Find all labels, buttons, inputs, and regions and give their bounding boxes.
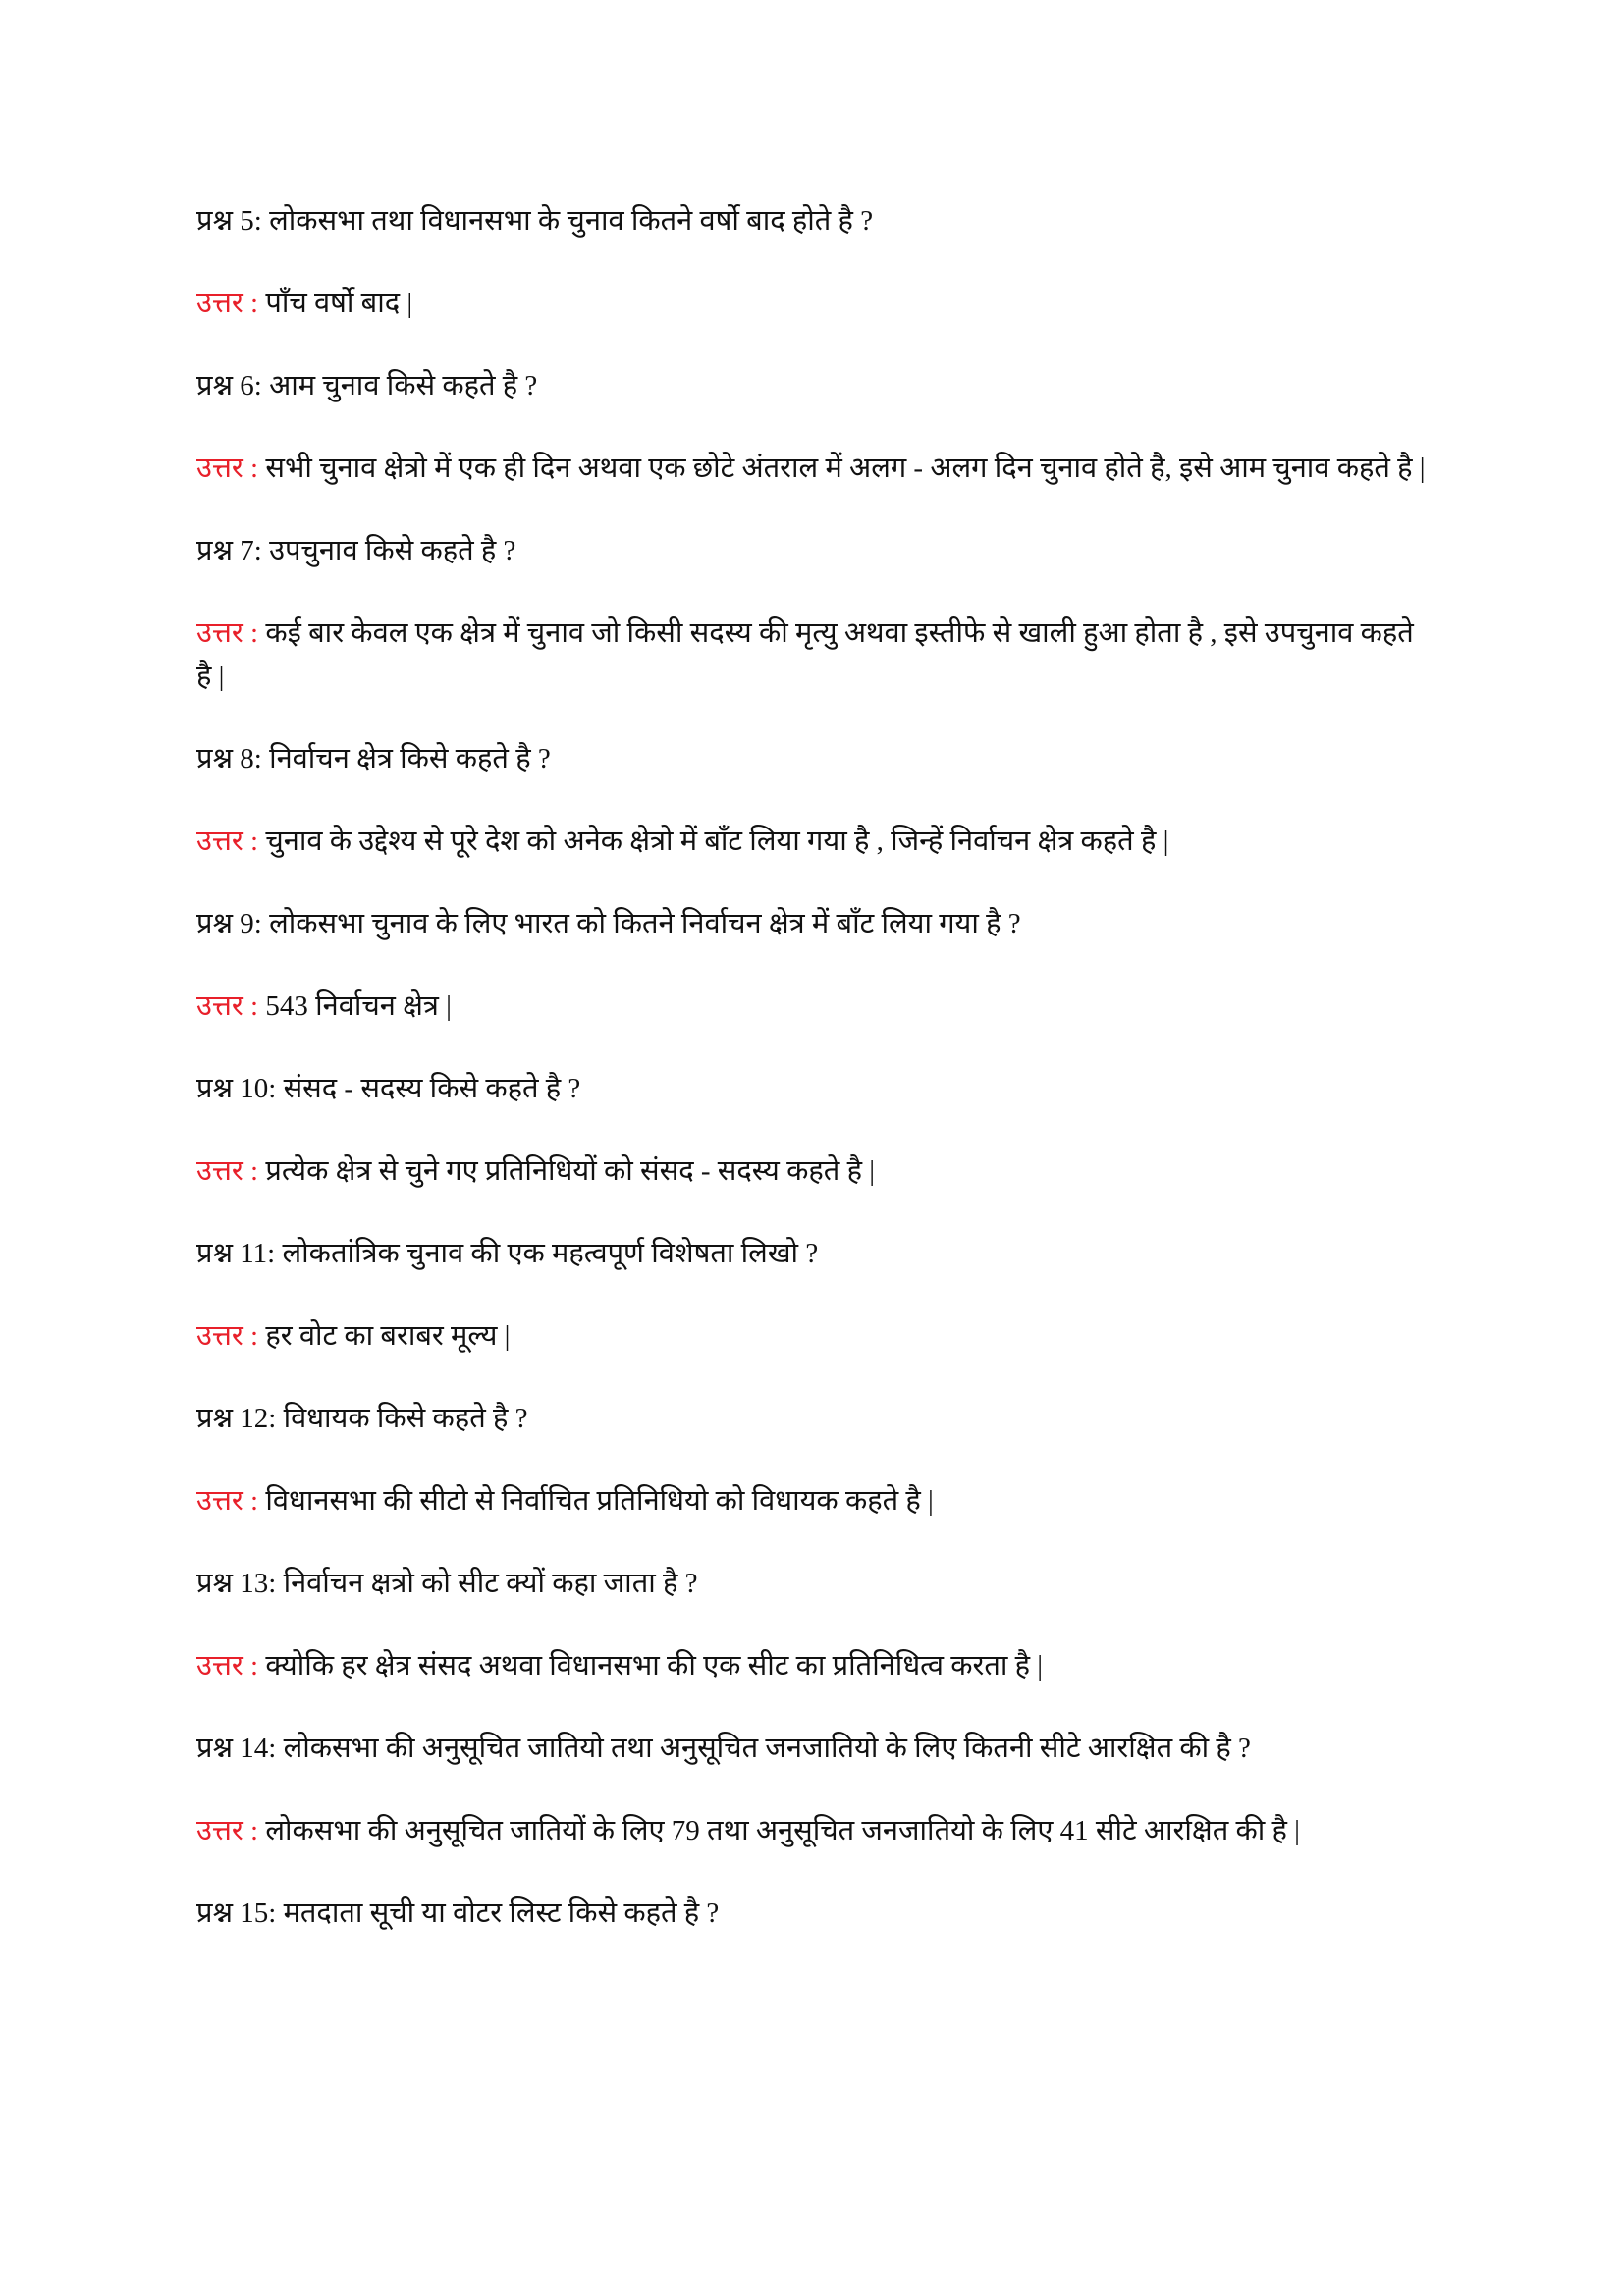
- question-label: प्रश्न 12:: [196, 1403, 277, 1434]
- question-label: प्रश्न 11:: [196, 1238, 276, 1269]
- question-text: लोकसभा की अनुसूचित जातियो तथा अनुसूचित जनजातियो के लिए कितनी सीटे आरक्षित की है ?: [276, 1733, 1251, 1764]
- answer-paragraph: [196, 820, 1435, 863]
- answer-text: लोकसभा की अनुसूचित जातियों के लिए 79 तथा अनुसूचित जनजातियो के लिए 41 सीटे आरक्षित की है |: [258, 1815, 1300, 1846]
- question-label: प्रश्न 10:: [196, 1073, 277, 1104]
- question-text: मतदाता सूची या वोटर लिस्ट किसे कहते है ?: [276, 1897, 720, 1929]
- question-text: लोकसभा चुनाव के लिए भारत को कितने निर्वाचन क्षेत्र में बाँट लिया गया है ?: [261, 908, 1021, 939]
- answer-text: 543 निर्वाचन क्षेत्र |: [258, 990, 452, 1022]
- question-text: निर्वाचन क्षेत्र किसे कहते है ?: [261, 743, 551, 774]
- answer-label: उत्तर :: [196, 1815, 259, 1846]
- question-label: प्रश्न 14:: [196, 1733, 277, 1764]
- answer-label: उत्तर :: [196, 1485, 259, 1517]
- question-label: प्रश्न 8:: [196, 743, 262, 774]
- question-paragraph: [196, 1232, 1435, 1275]
- question-paragraph: [196, 1067, 1435, 1110]
- answer-label: उत्तर :: [196, 1320, 259, 1352]
- answer-label: उत्तर :: [196, 1650, 259, 1682]
- question-paragraph: [196, 737, 1435, 780]
- answer-label: उत्तर :: [196, 453, 259, 484]
- answer-paragraph: [196, 1314, 1435, 1358]
- answer-text: प्रत्येक क्षेत्र से चुने गए प्रतिनिधियों को संसद - सदस्य कहते है |: [258, 1155, 876, 1187]
- answer-label: उत्तर :: [196, 826, 259, 857]
- answer-paragraph: [196, 1809, 1435, 1852]
- question-paragraph: [196, 1727, 1435, 1770]
- question-paragraph: [196, 364, 1435, 407]
- question-paragraph: [196, 902, 1435, 945]
- question-text: उपचुनाव किसे कहते है ?: [261, 535, 516, 566]
- question-paragraph: [196, 1892, 1435, 1935]
- answer-paragraph: [196, 612, 1435, 698]
- answer-paragraph: [196, 1479, 1435, 1522]
- question-paragraph: [196, 1562, 1435, 1605]
- answer-text: पाँच वर्षो बाद |: [258, 288, 413, 319]
- question-label: प्रश्न 15:: [196, 1897, 277, 1929]
- answer-text: चुनाव के उद्देश्य से पूरे देश को अनेक क्षेत्रो में बाँट लिया गया है , जिन्हें निर्वाचन क्षेत्र कहते है |: [258, 826, 1169, 857]
- document-page: [196, 199, 1435, 1974]
- answer-paragraph: [196, 1149, 1435, 1193]
- question-text: विधायक किसे कहते है ?: [276, 1403, 528, 1434]
- answer-text: विधानसभा की सीटो से निर्वाचित प्रतिनिधियो को विधायक कहते है |: [258, 1485, 934, 1517]
- question-label: प्रश्न 6:: [196, 370, 262, 401]
- question-label: प्रश्न 7:: [196, 535, 262, 566]
- question-label: प्रश्न 9:: [196, 908, 262, 939]
- question-text: लोकसभा तथा विधानसभा के चुनाव कितने वर्षो बाद होते है ?: [261, 205, 874, 237]
- answer-paragraph: [196, 447, 1435, 490]
- answer-paragraph: [196, 985, 1435, 1028]
- question-paragraph: [196, 199, 1435, 242]
- question-text: लोकतांत्रिक चुनाव की एक महत्वपूर्ण विशेषता लिखो ?: [275, 1238, 819, 1269]
- question-paragraph: [196, 529, 1435, 572]
- question-text: संसद - सदस्य किसे कहते है ?: [276, 1073, 581, 1104]
- answer-label: उत्तर :: [196, 990, 259, 1022]
- question-text: निर्वाचन क्षत्रो को सीट क्यों कहा जाता है ?: [276, 1568, 698, 1599]
- answer-text: हर वोट का बराबर मूल्य |: [258, 1320, 511, 1352]
- answer-label: उत्तर :: [196, 1155, 259, 1187]
- answer-text: कई बार केवल एक क्षेत्र में चुनाव जो किसी सदस्य की मृत्यु अथवा इस्तीफे से खाली हुआ होता है , इसे उपचुनाव कहते है |: [196, 617, 1414, 692]
- answer-text: सभी चुनाव क्षेत्रो में एक ही दिन अथवा एक छोटे अंतराल में अलग - अलग दिन चुनाव होते है, इसे आम चुनाव कहते है |: [258, 453, 1426, 484]
- answer-label: उत्तर :: [196, 288, 259, 319]
- question-label: प्रश्न 13:: [196, 1568, 277, 1599]
- answer-label: उत्तर :: [196, 617, 259, 649]
- question-text: आम चुनाव किसे कहते है ?: [261, 370, 538, 401]
- question-label: प्रश्न 5:: [196, 205, 262, 237]
- answer-paragraph: [196, 1644, 1435, 1687]
- answer-text: क्योकि हर क्षेत्र संसद अथवा विधानसभा की एक सीट का प्रतिनिधित्व करता है |: [258, 1650, 1044, 1682]
- question-paragraph: [196, 1397, 1435, 1440]
- answer-paragraph: [196, 282, 1435, 325]
